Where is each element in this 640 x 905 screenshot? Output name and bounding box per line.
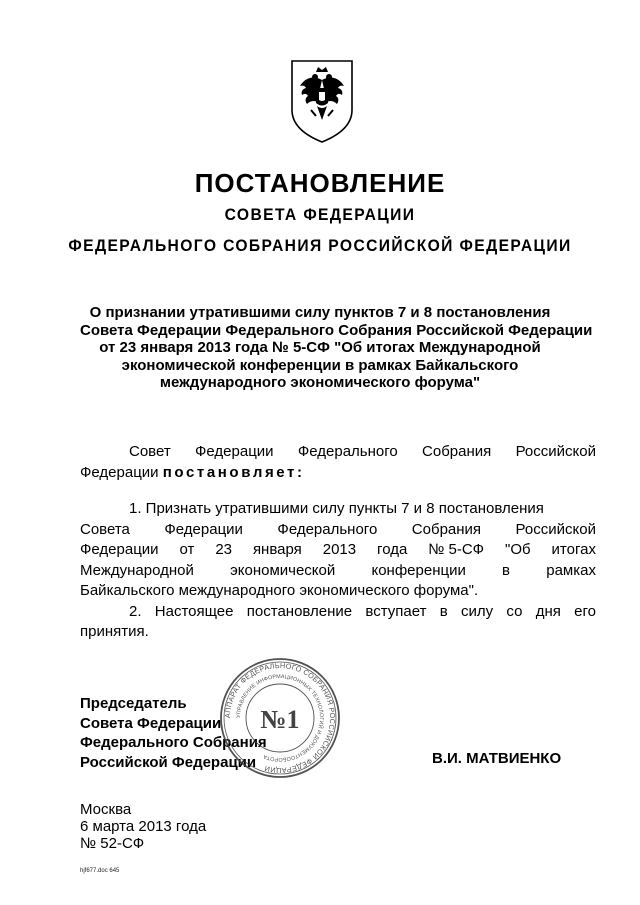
position-line: Председатель [80, 695, 187, 712]
word: Собрания [422, 443, 492, 460]
word: Совет [129, 443, 171, 460]
word: силу [460, 602, 494, 620]
file-reference: hjf677.doc 645 [80, 868, 120, 874]
word: в [502, 561, 511, 579]
word: итогах [551, 541, 596, 558]
resolution-number: № 52-СФ [80, 835, 145, 852]
item-2-line-1 [80, 602, 596, 623]
word: Федерального [297, 443, 398, 460]
seal-number: №1 [260, 705, 300, 734]
item-1-line-2 [80, 520, 596, 541]
word: его [574, 602, 596, 620]
decree-word: постановляет: [162, 463, 305, 481]
position-line: Федерального Собрания [80, 734, 267, 751]
item-1-line-4 [80, 561, 596, 582]
word: Российской [515, 443, 596, 460]
subject-line: от 23 января 2013 года № 5-СФ "Об итогах Международной [99, 339, 541, 357]
item-1-line-1: 1. Признать утратившими силу пункты 7 и 8 постановления [129, 500, 544, 517]
subject-line: международного экономического форума" [159, 374, 481, 392]
word: января [252, 541, 302, 558]
word: "Об [505, 541, 531, 558]
resolution-subject [80, 304, 593, 392]
document-type-title: ПОСТАНОВЛЕНИЕ [194, 168, 446, 198]
item-1-line-3 [80, 540, 596, 561]
preamble [80, 442, 596, 483]
subject-line: О признании утратившими силу пунктов 7 и 8 постановления [89, 304, 551, 321]
word: от [179, 541, 195, 558]
issuer-line-1: СОВЕТА ФЕДЕРАЦИИ [224, 205, 416, 224]
official-seal-stamp [218, 656, 342, 780]
word: в [439, 602, 448, 620]
word: Федерации [164, 520, 243, 538]
adoption-date: 6 марта 2013 года [80, 818, 207, 835]
word: 2013 [322, 541, 357, 558]
place-and-date [80, 801, 206, 852]
city: Москва [80, 801, 132, 818]
subject-line: Совета Федерации Федерального Собрания Российской Федерации [80, 321, 593, 339]
word: Российской [515, 520, 596, 538]
preamble-prefix: Федерации [80, 463, 159, 481]
word: со [506, 602, 523, 620]
word: постановление [246, 602, 353, 620]
preamble-line-2 [80, 463, 596, 484]
word: Международной [80, 561, 194, 579]
item-2-line-2: принятия. [80, 623, 149, 640]
word: вступает [365, 602, 427, 620]
word: 2. [129, 602, 142, 620]
word: года [377, 541, 408, 558]
word: Федерации [195, 443, 274, 460]
word: Собрания [411, 520, 482, 538]
coat-of-arms-icon [289, 58, 355, 144]
preamble-line-1 [80, 442, 596, 463]
word: Федерального [277, 520, 378, 538]
word: дня [535, 602, 561, 620]
item-1-line-5: Байкальского международного экономического форума". [80, 582, 479, 599]
position-line: Совета Федерации [80, 714, 222, 732]
word: № 5-СФ [428, 541, 485, 558]
resolution-items [80, 499, 596, 643]
word: рамках [546, 561, 596, 579]
word: Федерации [80, 541, 159, 558]
issuer-line-2: ФЕДЕРАЛЬНОГО СОБРАНИЯ РОССИЙСКОЙ ФЕДЕРАЦИИ [68, 236, 572, 255]
position-line: Российской Федерации [80, 753, 257, 771]
word: Совета [80, 520, 130, 538]
word: Настоящее [154, 602, 234, 620]
signatory-name: В.И. МАТВИЕНКО [432, 750, 562, 767]
seal-ring-text-inner: УПРАВЛЕНИЕ ИНФОРМАЦИОННЫХ ТЕХНОЛОГИЙ И ДОКУМЕНТООБОРОТА [235, 673, 325, 763]
word: 23 [215, 541, 232, 558]
word: конференции [371, 561, 466, 579]
word: экономической [230, 561, 336, 579]
seal-ring-text-outer: АППАРАТ ФЕДЕРАЛЬНОГО СОБРАНИЯ РОССИЙСКОЙ ФЕДЕРАЦИИ [222, 660, 338, 776]
subject-line: экономической конференции в рамках Байкальского [121, 356, 519, 374]
